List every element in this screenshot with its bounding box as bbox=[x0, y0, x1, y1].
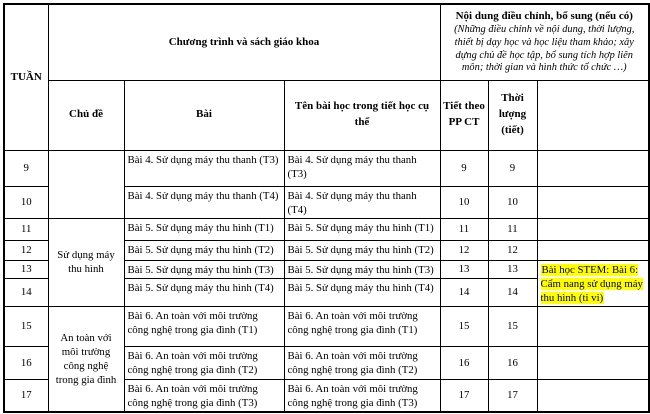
duration-cell: 16 bbox=[488, 346, 537, 379]
lesson-cell: Bài 6. An toàn với môi trường công nghệ trong gia đình (T3) bbox=[124, 379, 284, 412]
header-duration: Thời lượng (tiết) bbox=[488, 80, 537, 150]
lesson-name-cell: Bài 6. An toàn với môi trường công nghệ trong gia đình (T3) bbox=[284, 379, 440, 412]
table-row bbox=[4, 218, 649, 240]
lesson-name-cell: Bài 6. An toàn với môi trường công nghệ trong gia đình (T1) bbox=[284, 306, 440, 346]
duration-cell: 10 bbox=[488, 186, 537, 218]
lesson-cell: Bài 4. Sử dụng máy thu thanh (T3) bbox=[124, 150, 284, 186]
period-cell: 11 bbox=[440, 218, 488, 240]
curriculum-table-header bbox=[4, 4, 649, 150]
note-cell bbox=[537, 306, 649, 346]
lesson-name-cell: Bài 6. An toàn với môi trường công nghệ trong gia đình (T2) bbox=[284, 346, 440, 379]
period-cell: 15 bbox=[440, 306, 488, 346]
header-row-2 bbox=[4, 80, 649, 150]
lesson-cell: Bài 6. An toàn với môi trường công nghệ trong gia đình (T1) bbox=[124, 306, 284, 346]
duration-cell: 17 bbox=[488, 379, 537, 412]
period-cell: 12 bbox=[440, 240, 488, 260]
note-cell bbox=[537, 346, 649, 379]
header-lesson: Bài bbox=[124, 80, 284, 150]
header-adjustment-empty-cell bbox=[537, 80, 649, 150]
period-cell: 10 bbox=[440, 186, 488, 218]
week-cell: 13 bbox=[4, 260, 48, 278]
note-cell bbox=[537, 186, 649, 218]
week-cell: 17 bbox=[4, 379, 48, 412]
lesson-cell: Bài 5. Sử dụng máy thu hình (T4) bbox=[124, 279, 284, 307]
header-topic: Chủ đề bbox=[48, 80, 124, 150]
table-row bbox=[4, 306, 649, 346]
lesson-name-cell: Bài 5. Sử dụng máy thu hình (T3) bbox=[284, 260, 440, 278]
period-cell: 9 bbox=[440, 150, 488, 186]
stem-note-highlight: Bài học STEM: Bài 6: Cẩm nang sử dụng máy thu hình (ti vi) bbox=[540, 263, 643, 304]
lesson-name-cell: Bài 5. Sử dụng máy thu hình (T1) bbox=[284, 218, 440, 240]
period-cell: 14 bbox=[440, 279, 488, 307]
period-cell: 17 bbox=[440, 379, 488, 412]
curriculum-table-body bbox=[4, 150, 649, 412]
lesson-cell: Bài 4. Sử dụng máy thu thanh (T4) bbox=[124, 186, 284, 218]
lesson-cell: Bài 5. Sử dụng máy thu hình (T2) bbox=[124, 240, 284, 260]
header-program-group: Chương trình và sách giáo khoa bbox=[48, 4, 440, 80]
topic-cell: An toàn với môi trường công nghệ trong gia đình bbox=[48, 306, 124, 412]
note-cell bbox=[537, 260, 649, 306]
topic-cell: Sử dụng máy thu hình bbox=[48, 218, 124, 306]
week-cell: 15 bbox=[4, 306, 48, 346]
note-cell bbox=[537, 218, 649, 240]
header-lesson-name: Tên bài học trong tiết học cụ thể bbox=[284, 80, 440, 150]
lesson-cell: Bài 5. Sử dụng máy thu hình (T3) bbox=[124, 260, 284, 278]
lesson-name-cell: Bài 5. Sử dụng máy thu hình (T4) bbox=[284, 279, 440, 307]
header-period: Tiết theo PP CT bbox=[440, 80, 488, 150]
week-cell: 9 bbox=[4, 150, 48, 186]
duration-cell: 11 bbox=[488, 218, 537, 240]
week-cell: 12 bbox=[4, 240, 48, 260]
note-cell bbox=[537, 379, 649, 412]
table-row bbox=[4, 150, 649, 186]
lesson-cell: Bài 5. Sử dụng máy thu hình (T1) bbox=[124, 218, 284, 240]
adjustment-title: Nội dung điều chỉnh, bổ sung (nếu có) bbox=[455, 9, 633, 22]
lesson-name-cell: Bài 4. Sử dụng máy thu thanh (T4) bbox=[284, 186, 440, 218]
duration-cell: 9 bbox=[488, 150, 537, 186]
header-adjustment bbox=[440, 4, 649, 80]
lesson-cell: Bài 6. An toàn với môi trường công nghệ trong gia đình (T2) bbox=[124, 346, 284, 379]
duration-cell: 15 bbox=[488, 306, 537, 346]
period-cell: 13 bbox=[440, 260, 488, 278]
duration-cell: 13 bbox=[488, 260, 537, 278]
note-cell bbox=[537, 240, 649, 260]
duration-cell: 12 bbox=[488, 240, 537, 260]
lesson-name-cell: Bài 4. Sử dụng máy thu thanh (T3) bbox=[284, 150, 440, 186]
week-cell: 11 bbox=[4, 218, 48, 240]
header-row-1 bbox=[4, 4, 649, 80]
period-cell: 16 bbox=[440, 346, 488, 379]
week-cell: 16 bbox=[4, 346, 48, 379]
week-cell: 10 bbox=[4, 186, 48, 218]
header-week: TUẦN bbox=[4, 4, 48, 150]
curriculum-table bbox=[3, 3, 650, 413]
lesson-name-cell: Bài 5. Sử dụng máy thu hình (T2) bbox=[284, 240, 440, 260]
duration-cell: 14 bbox=[488, 279, 537, 307]
topic-cell bbox=[48, 150, 124, 218]
adjustment-subtitle: (Những điều chỉnh về nội dung, thời lượng, thiết bị dạy học và học liệu tham khảo; xây dựng chủ đề học tập, bổ sung tích hợp liên môn; thời gian và hình thức tổ chức …) bbox=[454, 24, 635, 74]
note-cell bbox=[537, 150, 649, 186]
week-cell: 14 bbox=[4, 279, 48, 307]
